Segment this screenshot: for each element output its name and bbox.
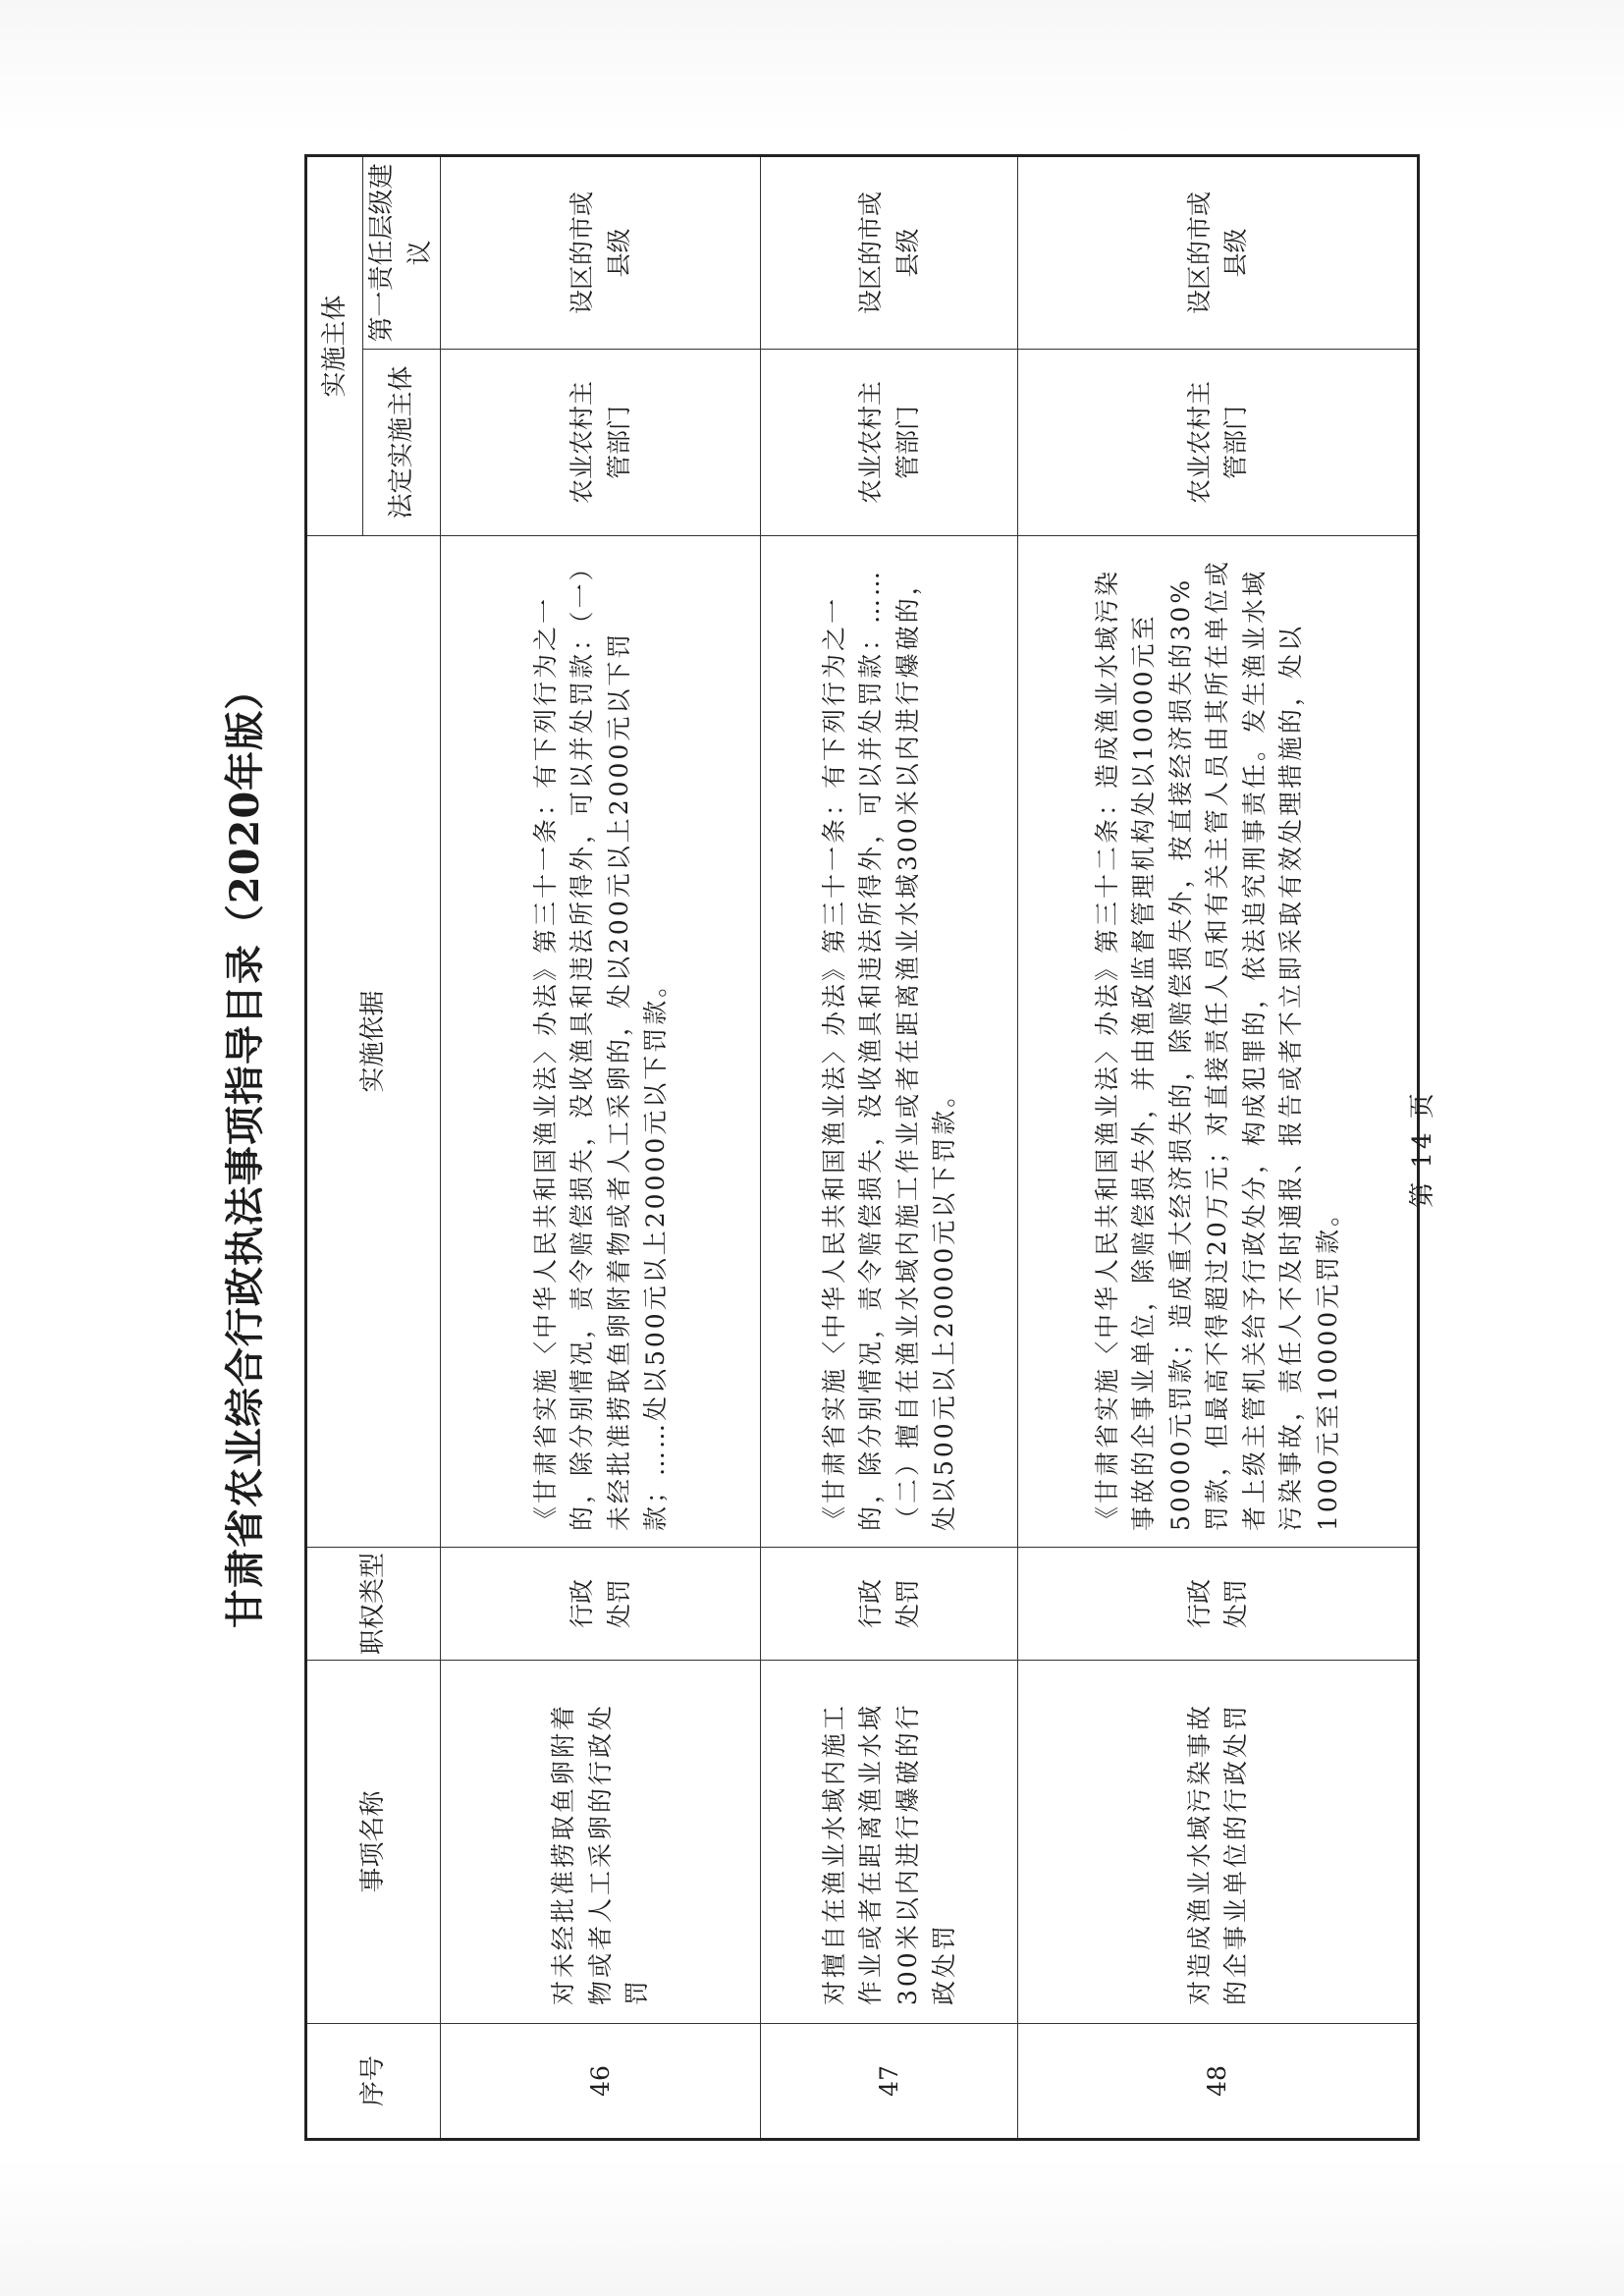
- table-row: [441, 155, 761, 2139]
- row-power-type: 行政处罚: [441, 1548, 761, 1661]
- row-legal-subject: 农业农村主管部门: [441, 350, 761, 536]
- header-type: 职权类型: [306, 1548, 441, 1661]
- row-power-type: 行政处罚: [761, 1548, 1018, 1661]
- table-row: [761, 155, 1018, 2139]
- row-legal-subject: 农业农村主管部门: [761, 350, 1018, 536]
- header-legal-subject: 法定实施主体: [363, 350, 441, 536]
- row-responsibility-level: 设区的市或县级: [1018, 155, 1419, 349]
- header-basis: 实施依据: [306, 536, 441, 1548]
- header-subject: 实施主体: [306, 155, 363, 535]
- row-basis: 《甘肃省实施〈中华人民共和国渔业法〉办法》第三十一条：有下列行为之一的，除分别情况，责令赔偿损失，没收渔具和违法所得外，可以并处罚款：（一）未经批准捞取鱼卵附着物或者人工采卵的，处以200元以上2000元以下罚款；……处以500元以上20000元以下罚款。: [441, 536, 761, 1548]
- row-basis: 《甘肃省实施〈中华人民共和国渔业法〉办法》第三十一条：有下列行为之一的，除分别情况，责令赔偿损失，没收渔具和违法所得外，可以并处罚款：……（二）擅自在渔业水域内施工作业或者在距离渔业水域300米以内进行爆破的，处以500元以上20000元以下罚款。: [761, 536, 1018, 1548]
- table-header-row: [306, 155, 363, 2139]
- row-responsibility-level: 设区的市或县级: [761, 155, 1018, 349]
- row-seq: 47: [761, 2024, 1018, 2140]
- row-power-type: 行政处罚: [1018, 1548, 1419, 1661]
- document-title: 甘肃省农业综合行政执法事项指导目录（2020年版）: [222, 669, 268, 1629]
- enforcement-items-table: [304, 154, 1420, 2141]
- row-legal-subject: 农业农村主管部门: [1018, 350, 1419, 536]
- row-item-name: 对未经批准捞取鱼卵附着物或者人工采卵的行政处罚: [441, 1661, 761, 2024]
- header-name: 事项名称: [306, 1661, 441, 2024]
- header-responsibility-level: 第一责任层级建议: [363, 155, 441, 349]
- row-basis: 《甘肃省实施〈中华人民共和国渔业法〉办法》第三十二条：造成渔业水域污染事故的企事业单位，除赔偿损失外，并由渔政监督管理机构处以10000元至50000元罚款；造成重大经济损失的，除赔偿损失外，按直接经济损失的30%罚款，但最高不得超过20万元；对直接责任人员和有关主管人员由其所在单位或者上级主管机关给予行政处分，构成犯罪的，依法追究刑事责任。发生渔业水域污染事故，责任人不及时通报、报告或者不立即采取有效处理措施的，处以1000元至10000元罚款。: [1018, 536, 1419, 1548]
- header-seq: 序号: [306, 2024, 441, 2140]
- row-seq: 48: [1018, 2024, 1419, 2140]
- row-seq: 46: [441, 2024, 761, 2140]
- row-item-name: 对擅自在渔业水域内施工作业或者在距离渔业水域300米以内进行爆破的行政处罚: [761, 1661, 1018, 2024]
- row-item-name: 对造成渔业水域污染事故的企事业单位的行政处罚: [1018, 1661, 1419, 2024]
- rotated-document-sheet: [196, 157, 1437, 2141]
- table-row: [1018, 155, 1419, 2139]
- page-number: 第 14 页: [1408, 1090, 1437, 1208]
- row-responsibility-level: 设区的市或县级: [441, 155, 761, 349]
